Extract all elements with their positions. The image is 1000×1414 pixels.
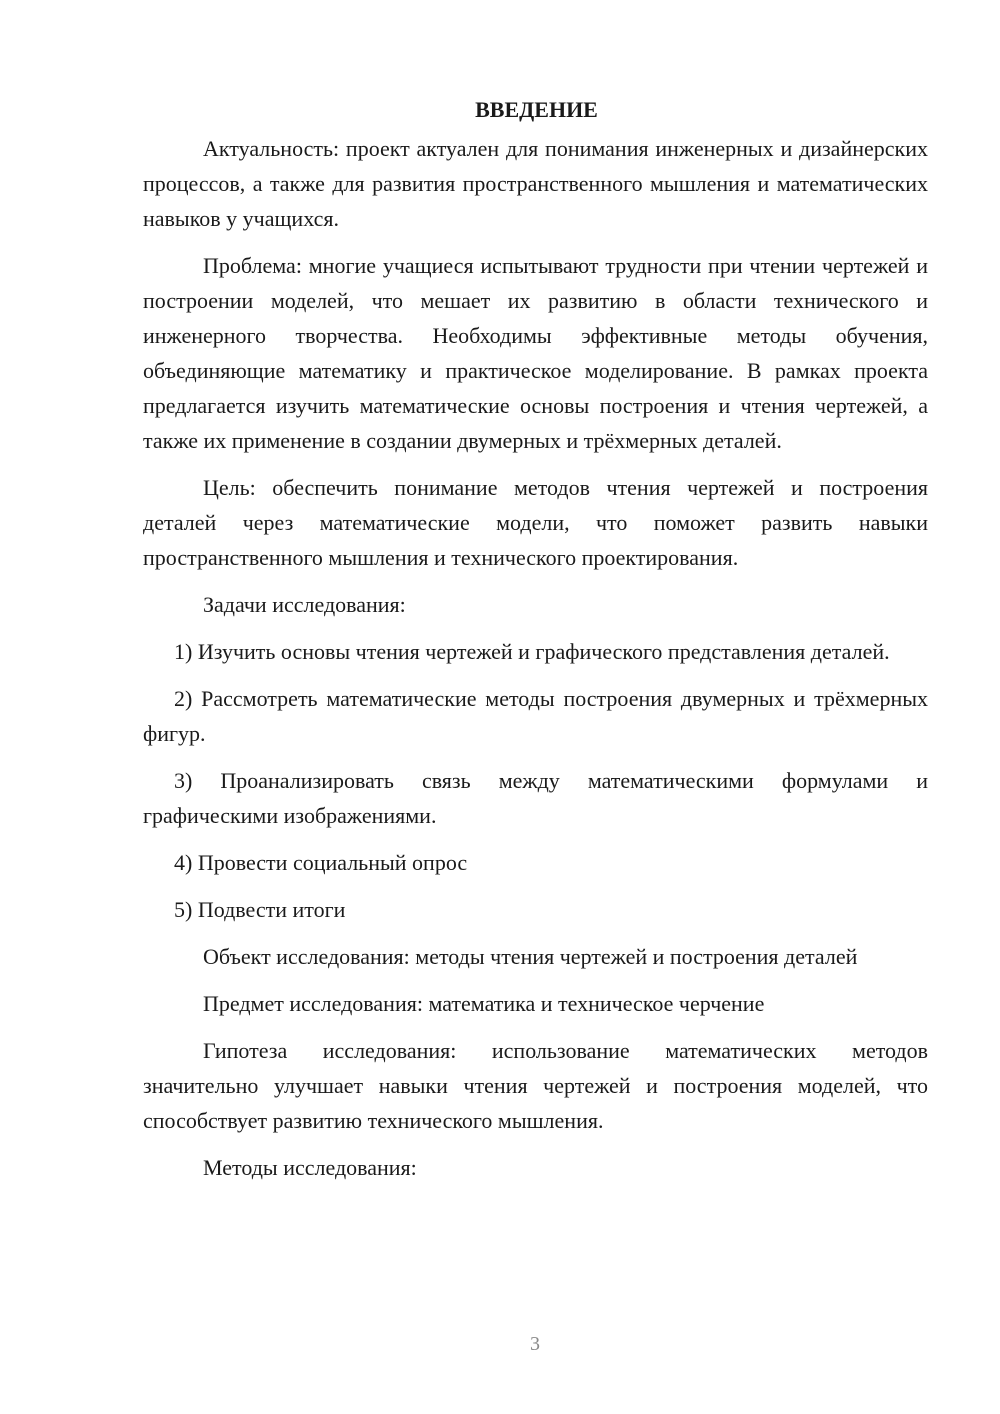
methods-heading: Методы исследования: xyxy=(203,1155,417,1180)
tasks-heading: Задачи исследования: xyxy=(203,592,406,617)
object-paragraph: Объект исследования: методы чтения чертежей и построения деталей xyxy=(203,944,858,969)
document-page xyxy=(143,92,928,1197)
problem-paragraph: Проблема: многие учащиеся испытывают трудности при чтении чертежей и построении моделей, что мешает их развитию в области технического и инженерного творчества. Необходимы эффективные методы обучения, объединяющие математику и практическое моделирование. В рамках проекта предлагается изучить математические основы построения и чтения чертежей, а также их применение в создании двумерных и трёхмерных деталей. xyxy=(143,253,928,453)
task-item-2: 2) Рассмотреть математические методы построения двумерных и трёхмерных фигур. xyxy=(143,686,928,746)
relevance-paragraph: Актуальность: проект актуален для понимания инженерных и дизайнерских процессов, а также для развития пространственного мышления и математических навыков у учащихся. xyxy=(143,136,928,231)
task-item-1: 1) Изучить основы чтения чертежей и графического представления деталей. xyxy=(174,639,890,664)
task-item-3: 3) Проанализировать связь между математическими формулами и графическими изображениями. xyxy=(143,768,928,828)
subject-paragraph: Предмет исследования: математика и техническое черчение xyxy=(203,991,765,1016)
hypothesis-paragraph: Гипотеза исследования: использование математических методов значительно улучшает навыки чтения чертежей и построения моделей, что способствует развитию технического мышления. xyxy=(143,1038,928,1133)
task-item-4: 4) Провести социальный опрос xyxy=(174,850,468,875)
goal-paragraph: Цель: обеспечить понимание методов чтения чертежей и построения деталей через математические модели, что поможет развить навыки пространственного мышления и технического проектирования. xyxy=(143,475,928,570)
page-title: ВВЕДЕНИЕ xyxy=(475,97,598,122)
page-number: 3 xyxy=(530,1333,540,1355)
task-item-5: 5) Подвести итоги xyxy=(174,897,346,922)
